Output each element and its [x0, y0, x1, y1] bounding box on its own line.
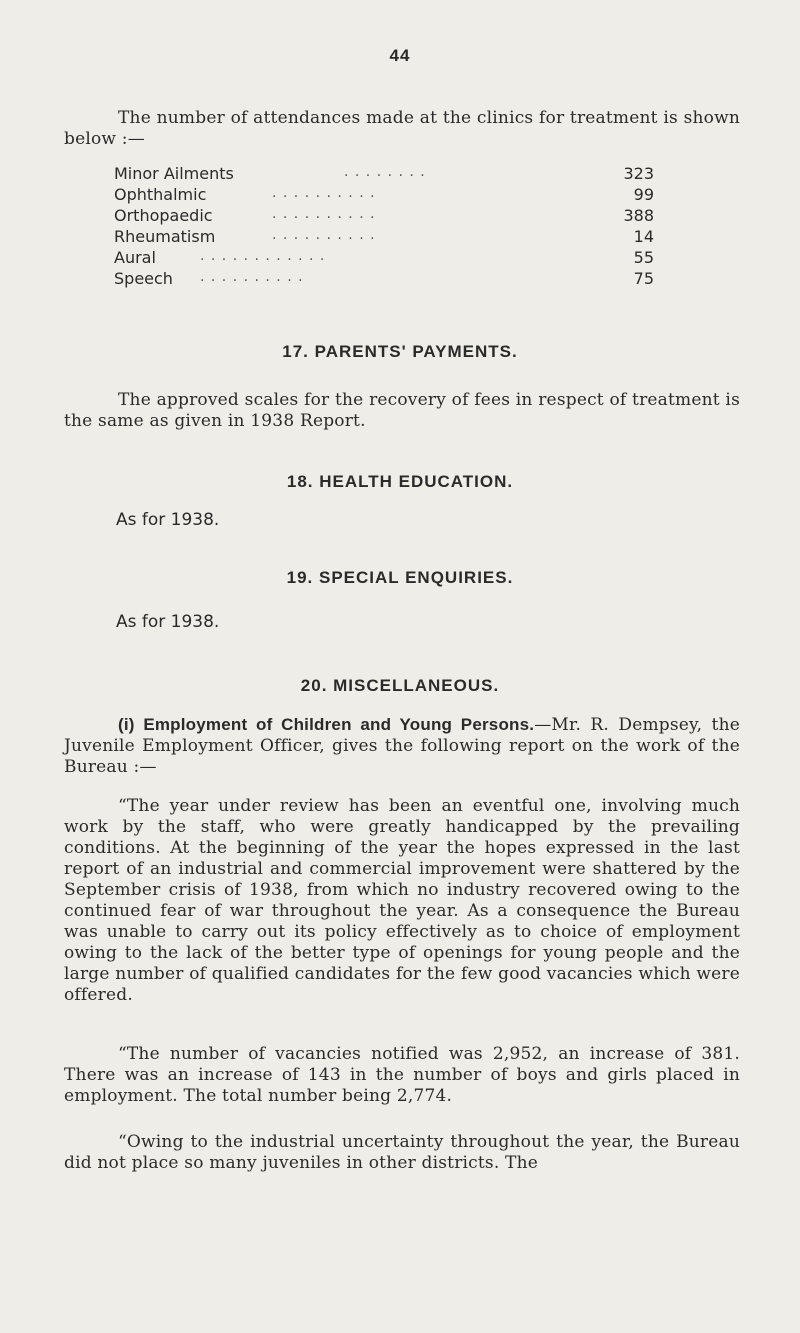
intro-paragraph: The number of attendances made at the clinics for treatment is shown below :—	[64, 108, 740, 149]
table-row	[114, 185, 654, 206]
row-value: 55	[633, 248, 654, 267]
section-20-heading: 20. MISCELLANEOUS.	[300, 676, 500, 695]
report-paragraph-3: “Owing to the industrial uncertainty throughout the year, the Bureau did not place so many juveniles in other districts. The	[64, 1132, 740, 1173]
row-value: 75	[633, 269, 654, 288]
row-value: 14	[633, 227, 654, 246]
report-paragraph-1: “The year under review has been an eventful one, involving much work by the staff, who were greatly handicapped by the prevailing conditions. At the beginning of the year the hopes expressed in the last report of an industrial and commercial improvement were shattered by the September crisis of 1938, from which no industry recovered owing to the continued fear of war throughout the year. As a consequence the Bureau was unable to carry out its policy effectively as to choice of employment owing to the lack of the better type of openings for young people and the large number of qualified candidates for the few good vacancies which were offered.	[64, 796, 740, 1005]
leader-dots: . . . . . . . . . . . .	[200, 248, 326, 264]
row-value: 323	[623, 164, 654, 183]
table-row	[114, 164, 654, 185]
row-label: Rheumatism	[114, 227, 216, 246]
section-18-heading: 18. HEALTH EDUCATION.	[286, 472, 514, 491]
leader-dots: . . . . . . . .	[344, 164, 426, 180]
section-19-heading: 19. SPECIAL ENQUIRIES.	[286, 568, 514, 587]
report-paragraph-2: “The number of vacancies notified was 2,952, an increase of 381. There was an increase of 143 in the number of boys and girls placed in employment. The total number being 2,774.	[64, 1044, 740, 1106]
leader-dots: . . . . . . . . . .	[200, 269, 304, 285]
table-row	[114, 206, 654, 227]
section-17-heading: 17. PARENTS' PAYMENTS.	[282, 342, 518, 361]
leader-dots: . . . . . . . . . .	[272, 227, 376, 243]
row-label: Aural	[114, 248, 156, 267]
employment-intro-paragraph	[64, 714, 740, 778]
row-value: 388	[623, 206, 654, 225]
table-row	[114, 227, 654, 248]
row-label: Orthopaedic	[114, 206, 213, 225]
row-value: 99	[633, 185, 654, 204]
leader-dots: . . . . . . . . . .	[272, 185, 376, 201]
page-number: 44	[389, 46, 411, 65]
leader-dots: . . . . . . . . . .	[272, 206, 376, 222]
row-label: Speech	[114, 269, 173, 288]
attendance-table	[114, 164, 654, 290]
employment-intro-text: —Mr. R. Dempsey, the Juvenile Employment Officer, gives the following report on the work of the Bureau :—	[64, 715, 740, 777]
row-label: Minor Ailments	[114, 164, 234, 183]
table-row	[114, 248, 654, 269]
section-17-text: The approved scales for the recovery of fees in respect of treatment is the same as given in 1938 Report.	[64, 390, 740, 431]
section-19-text: As for 1938.	[116, 612, 220, 632]
row-label: Ophthalmic	[114, 185, 207, 204]
employment-subheading: (i) Employment of Children and Young Persons.	[118, 715, 535, 734]
section-18-text: As for 1938.	[116, 510, 220, 530]
table-row	[114, 269, 654, 290]
